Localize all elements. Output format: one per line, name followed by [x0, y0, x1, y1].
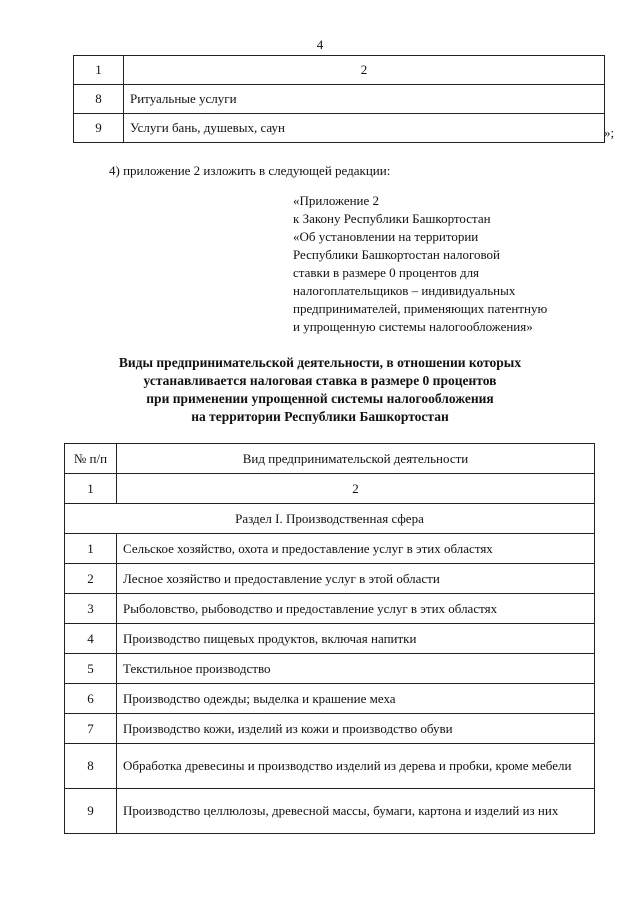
appendix-line: «Об установлении на территории	[293, 229, 479, 244]
page-number: 4	[316, 37, 324, 52]
row-number: 6	[65, 684, 117, 714]
row-text: Услуги бань, душевых, саун	[124, 114, 605, 143]
row-number: 1	[65, 534, 117, 564]
amendment-instruction: 4) приложение 2 изложить в следующей редакции:	[109, 163, 391, 178]
row-number: 8	[74, 85, 124, 114]
table-row	[65, 594, 595, 624]
row-text: Производство пищевых продуктов, включая напитки	[117, 624, 595, 654]
section-row	[65, 504, 595, 534]
title-line: на территории Республики Башкортостан	[191, 409, 449, 424]
appendix-line: к Закону Республики Башкортостан	[293, 211, 491, 226]
document-title	[0, 354, 640, 426]
table-index-row	[65, 474, 595, 504]
header-number: № п/п	[65, 444, 117, 474]
row-number: 7	[65, 714, 117, 744]
row-text: Ритуальные услуги	[124, 85, 605, 114]
row-text: Сельское хозяйство, охота и предоставление услуг в этих областях	[117, 534, 595, 564]
title-line: Виды предпринимательской деятельности, в отношении которых	[118, 355, 522, 370]
activities-table	[64, 443, 595, 834]
table-row	[65, 714, 595, 744]
table-header-row	[65, 444, 595, 474]
row-number: 4	[65, 624, 117, 654]
appendix-heading	[293, 192, 547, 336]
appendix-line: Республики Башкортостан налоговой	[293, 247, 500, 262]
row-number: 5	[65, 654, 117, 684]
section-title: Раздел I. Производственная сфера	[65, 504, 595, 534]
index-col-2: 2	[117, 474, 595, 504]
appendix-line: предпринимателей, применяющих патентную	[293, 301, 548, 316]
appendix-line: ставки в размере 0 процентов для	[293, 265, 480, 280]
title-line: устанавливается налоговая ставка в размере 0 процентов	[143, 373, 497, 388]
table-row	[65, 789, 595, 834]
title-line: при применении упрощенной системы налогообложения	[146, 391, 494, 406]
row-number: 9	[65, 789, 117, 834]
row-text: Обработка древесины и производство изделий из дерева и пробки, кроме мебели	[117, 744, 595, 789]
row-number: 9	[74, 114, 124, 143]
index-col-1: 1	[65, 474, 117, 504]
row-text: Рыболовство, рыбоводство и предоставление услуг в этих областях	[117, 594, 595, 624]
row-number: 8	[65, 744, 117, 789]
table-header-row	[74, 56, 605, 85]
appendix-line: и упрощенную системы налогообложения»	[293, 319, 533, 334]
table-row	[74, 85, 605, 114]
row-text: Лесное хозяйство и предоставление услуг в этой области	[117, 564, 595, 594]
row-number: 2	[65, 564, 117, 594]
row-text: Производство целлюлозы, древесной массы, бумаги, картона и изделий из них	[117, 789, 595, 834]
continued-table	[73, 55, 605, 143]
appendix-line: налогоплательщиков – индивидуальных	[293, 283, 516, 298]
table-row	[74, 114, 605, 143]
table-row	[65, 534, 595, 564]
table-row	[65, 654, 595, 684]
table-row	[65, 684, 595, 714]
table-row	[65, 624, 595, 654]
closing-quote: »;	[604, 125, 615, 140]
row-text: Производство одежды; выделка и крашение меха	[117, 684, 595, 714]
header-col-1: 1	[74, 56, 124, 85]
appendix-line: «Приложение 2	[293, 193, 380, 208]
header-activity: Вид предпринимательской деятельности	[117, 444, 595, 474]
table-row	[65, 564, 595, 594]
row-text: Производство кожи, изделий из кожи и производство обуви	[117, 714, 595, 744]
header-col-2: 2	[124, 56, 605, 85]
table-row	[65, 744, 595, 789]
row-number: 3	[65, 594, 117, 624]
row-text: Текстильное производство	[117, 654, 595, 684]
